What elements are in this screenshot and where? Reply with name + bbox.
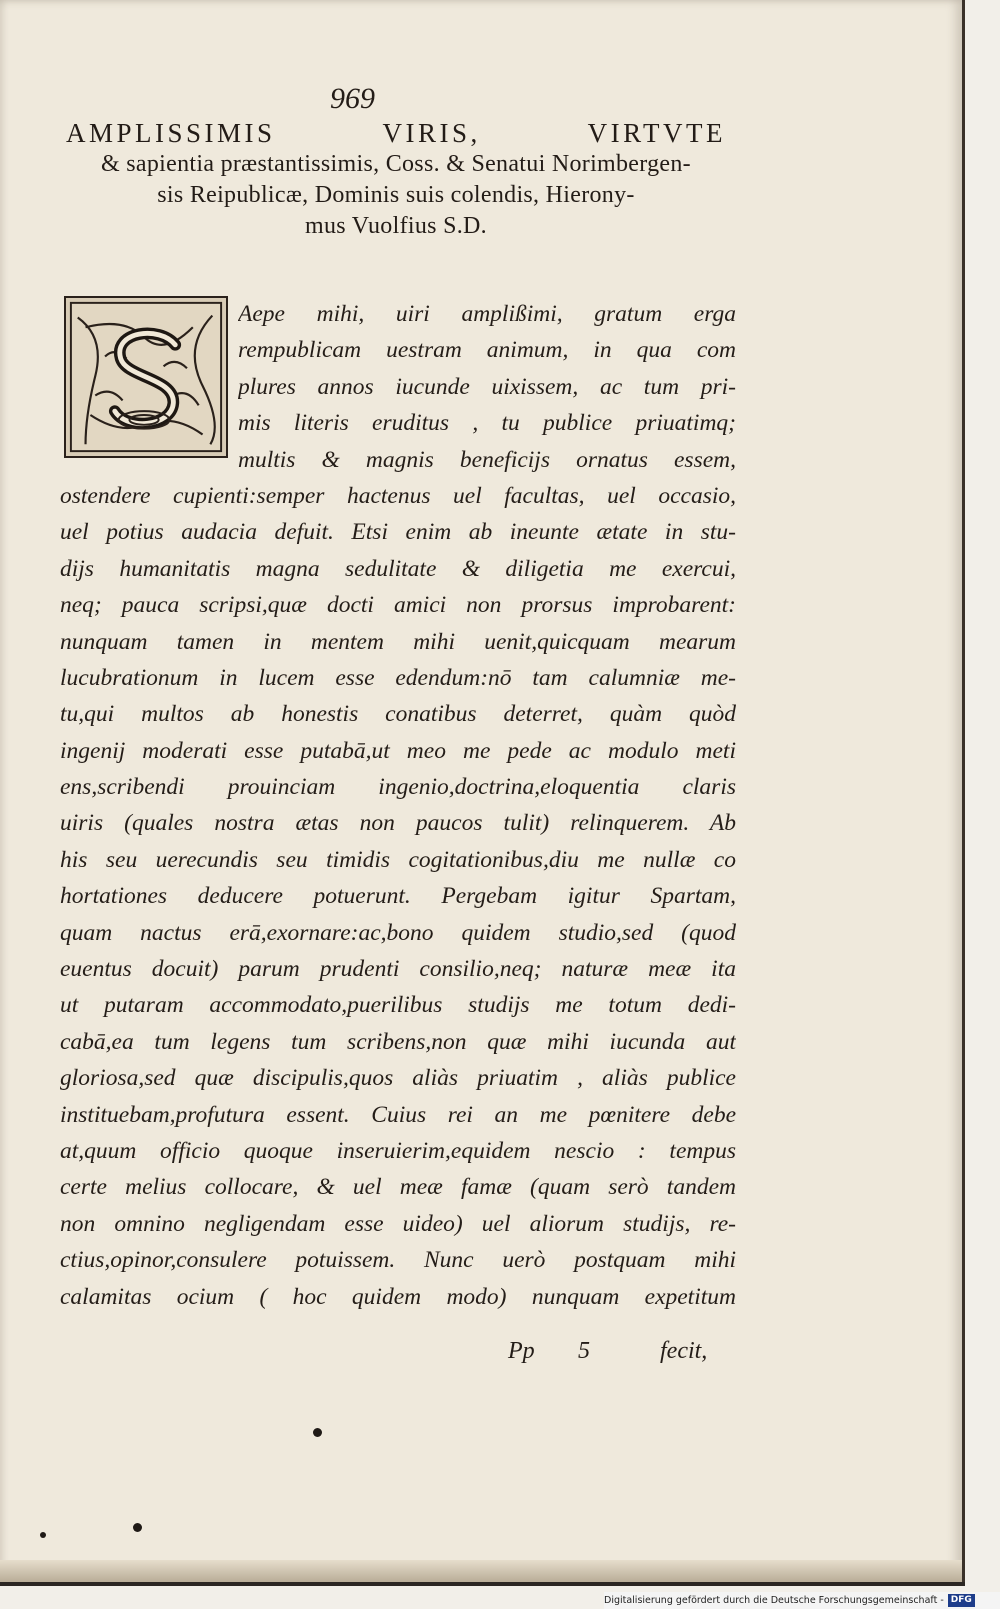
signature-number: 5 (578, 1338, 590, 1364)
footer-text: Digitalisierung gefördert durch die Deutsche Forschungsgemeinschaft - (604, 1595, 944, 1606)
ink-speck (40, 1532, 46, 1538)
body-text (60, 296, 736, 1315)
text-line: neq; pauca scripsi,quæ docti amici non prorsus improbarent: (60, 592, 736, 619)
page-number: 969 (330, 82, 375, 115)
text-line: tu,qui multos ab honestis conatibus deterret, quàm quòd (60, 701, 736, 728)
signature-mark: Pp (508, 1338, 535, 1364)
text-line: ctius,opinor,consulere potuissem. Nunc uerò postquam mihi (60, 1247, 736, 1274)
text-line: at,quum officio quoque inseruierim,equidem nescio : tempus (60, 1137, 736, 1164)
text-line: hortationes deducere potuerunt. Pergebam igitur Spartam, (60, 883, 736, 910)
text-line: ingenij moderati esse putabā,ut meo me pede ac modulo meti (60, 737, 736, 764)
catchword: fecit, (660, 1338, 708, 1364)
text-line: uiris (quales nostra ætas non paucos tulit) relinquerem. Ab (60, 810, 736, 837)
ink-speck (313, 1428, 322, 1437)
text-line: Aepe mihi, uiri amplißimi, gratum erga (238, 301, 736, 327)
text-line: cabā,ea tum legens tum scribens,non quæ mihi iucunda aut (60, 1028, 736, 1055)
text-line: certe melius collocare, & uel meæ famæ (quam serò tandem (60, 1174, 736, 1201)
text-line: ut putaram accommodato,puerilibus studijs me totum dedi- (60, 992, 736, 1019)
text-line: dijs humanitatis magna sedulitate & diligetia me exercui, (60, 555, 736, 582)
text-line: ens,scribendi prouinciam ingenio,doctrina,eloquentia claris (60, 774, 736, 801)
text-line: euentus docuit) parum prudenti consilio,neq; naturæ meæ ita (60, 956, 736, 983)
digitization-footer (604, 1592, 1000, 1609)
text-line: mis literis eruditus , tu publice priuatimq; (238, 410, 736, 437)
text-line: plures annos iucunde uixissem, ac tum pri- (238, 373, 736, 400)
text-line: uel potius audacia defuit. Etsi enim ab ineunte ætate in stu- (60, 519, 736, 546)
page-bottom-edge (0, 1560, 962, 1582)
text-line: his seu uerecundis seu timidis cogitationibus,diu me nullæ co (60, 846, 736, 873)
text-line: lucubrationum in lucem esse edendum:nō tam calumniæ me- (60, 664, 736, 691)
heading-caps-line: AMPLISSIMIS VIRIS, VIRTVTE (66, 118, 726, 148)
ink-speck (133, 1523, 142, 1532)
text-line: non omnino negligendam esse uideo) uel aliorum studijs, re- (60, 1210, 736, 1237)
text-line: quam nactus erā,exornare:ac,bono quidem studio,sed (quod (60, 919, 736, 946)
text-line: calamitas ocium ( hoc quidem modo) nunquam expetitum (60, 1283, 736, 1310)
text-line: gloriosa,sed quæ discipulis,quos aliàs priuatim , aliàs publice (60, 1065, 736, 1092)
text-line: rempublicam uestram animum, in qua com (238, 337, 736, 364)
heading-line: sis Reipublicæ, Dominis suis colendis, Hierony- (157, 182, 635, 208)
text-line: nunquam tamen in mentem mihi uenit,quicquam mearum (60, 628, 736, 655)
scan-border (0, 1582, 965, 1586)
dfg-logo-icon: DFG (948, 1594, 975, 1607)
dedication-heading (60, 118, 732, 242)
text-line: ostendere cupienti:semper hactenus uel facultas, uel occasio, (60, 482, 736, 509)
text-line: instituebam,profutura essent. Cuius rei an me pœnitere debe (60, 1101, 736, 1128)
heading-line: mus Vuolfius S.D. (305, 213, 487, 239)
text-line: multis & magnis beneficijs ornatus essem, (238, 446, 736, 473)
heading-line: & sapientia præstantissimis, Coss. & Senatui Norimbergen- (101, 151, 691, 177)
